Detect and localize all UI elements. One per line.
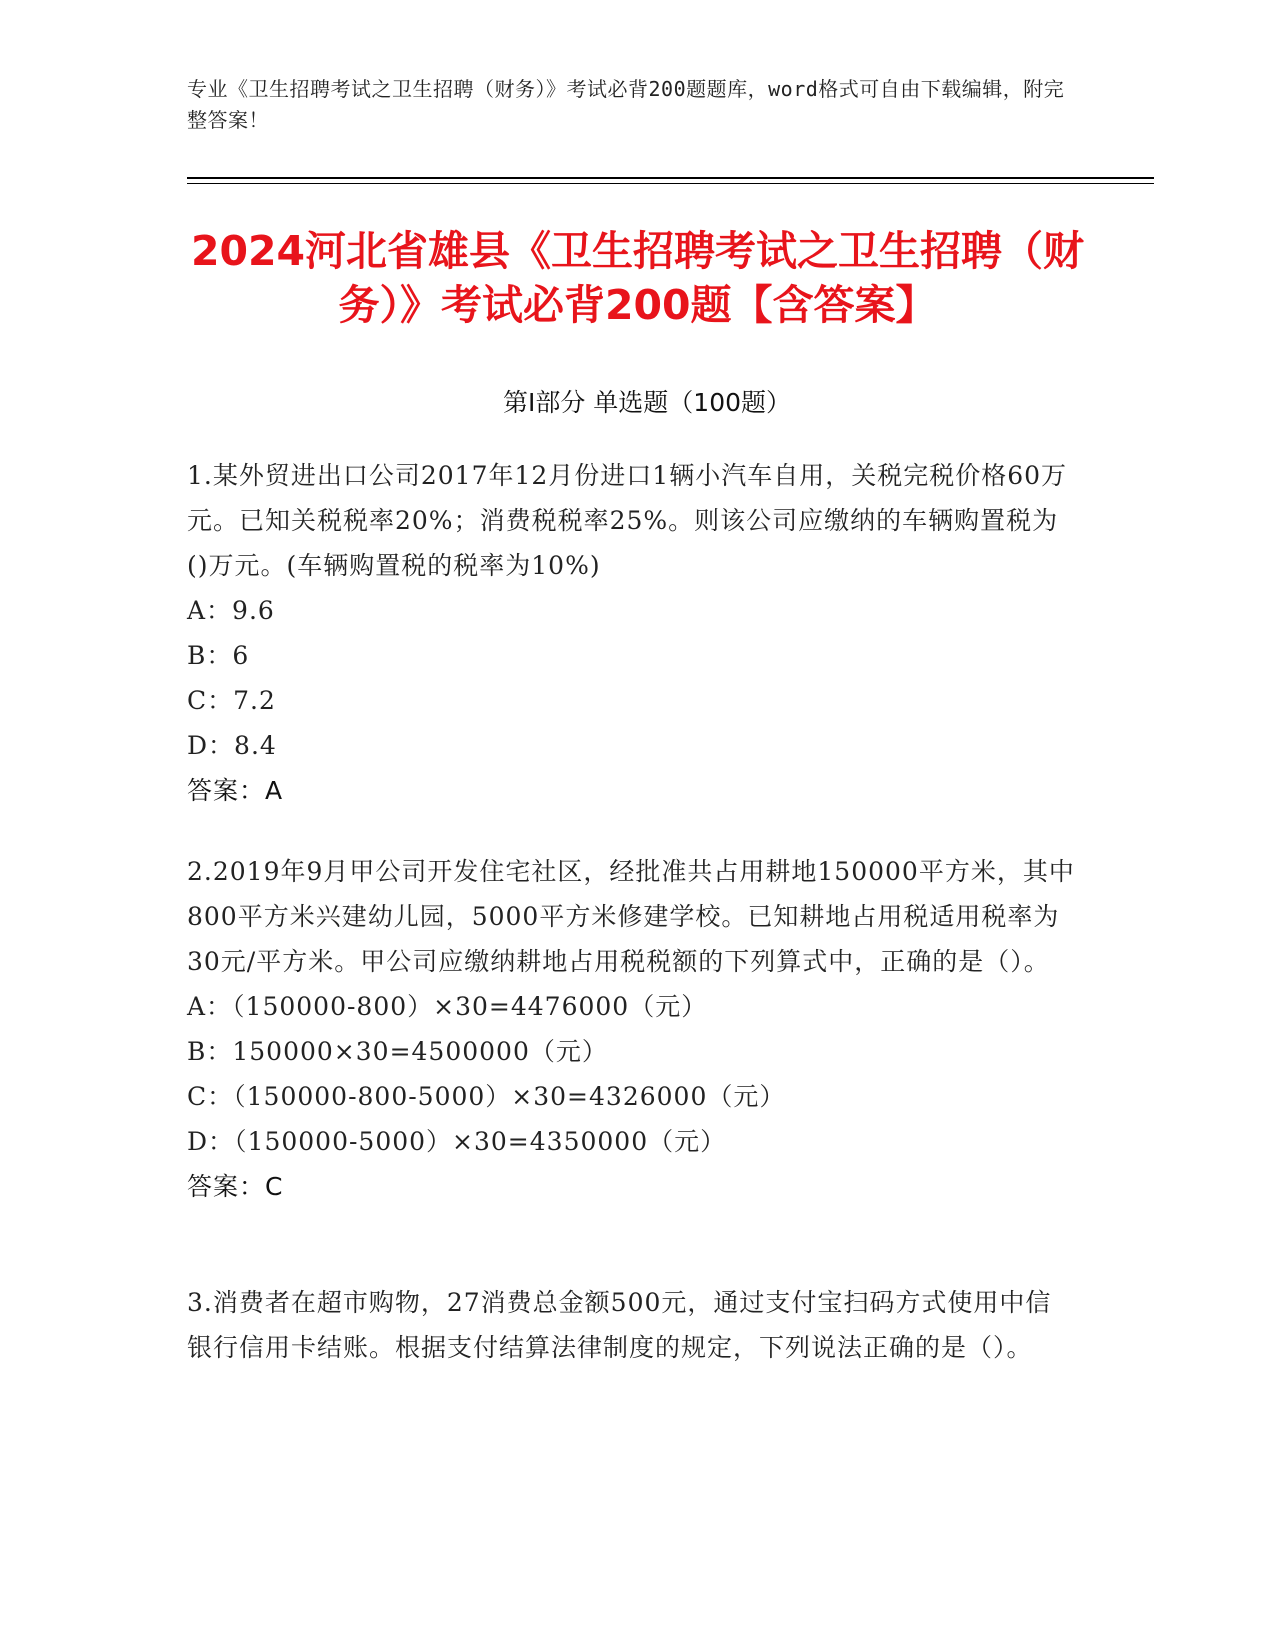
option-d: D：8.4 [187, 731, 277, 760]
question-text: 1.某外贸进出口公司2017年12月份进口1辆小汽车自用，关税完税价格60万元。已知关税税率20%；消费税税率25%。则该公司应缴纳的车辆购置税为()万元。(车辆购置税的税率为10%) [187, 461, 1068, 580]
option-a: A：9.6 [187, 596, 275, 625]
question-2 [187, 849, 1077, 1209]
header-note: 专业《卫生招聘考试之卫生招聘（财务）》考试必背200题题库，word格式可自由下载编辑，附完整答案！ [187, 77, 1065, 132]
header-divider [187, 177, 1154, 179]
option-b: B：150000×30=4500000（元） [187, 1037, 608, 1066]
answer: 答案：A [187, 776, 284, 805]
question-1 [187, 453, 1077, 813]
document-title: 2024河北省雄县《卫生招聘考试之卫生招聘（财务）》考试必背200题【含答案】 [190, 227, 1085, 329]
question-text: 3.消费者在超市购物，27消费总金额500元，通过支付宝扫码方式使用中信银行信用卡结账。根据支付结算法律制度的规定，下列说法正确的是（）。 [187, 1288, 1052, 1362]
question-3 [187, 1280, 1077, 1370]
option-b: B：6 [187, 641, 250, 670]
section-title: 第Ⅰ部分 单选题（100题） [502, 388, 792, 417]
option-d: D：（150000-5000）×30=4350000（元） [187, 1127, 727, 1156]
option-c: C：7.2 [187, 686, 276, 715]
question-text: 2.2019年9月甲公司开发住宅社区，经批准共占用耕地150000平方米，其中800平方米兴建幼儿园，5000平方米修建学校。已知耕地占用税适用税率为30元/平方米。甲公司应缴纳耕地占用税税额的下列算式中，正确的是（）。 [187, 857, 1075, 976]
answer: 答案：C [187, 1172, 284, 1201]
option-a: A：（150000-800）×30=4476000（元） [187, 992, 708, 1021]
header-divider-thin [187, 183, 1154, 184]
option-c: C：（150000-800-5000）×30=4326000（元） [187, 1082, 786, 1111]
